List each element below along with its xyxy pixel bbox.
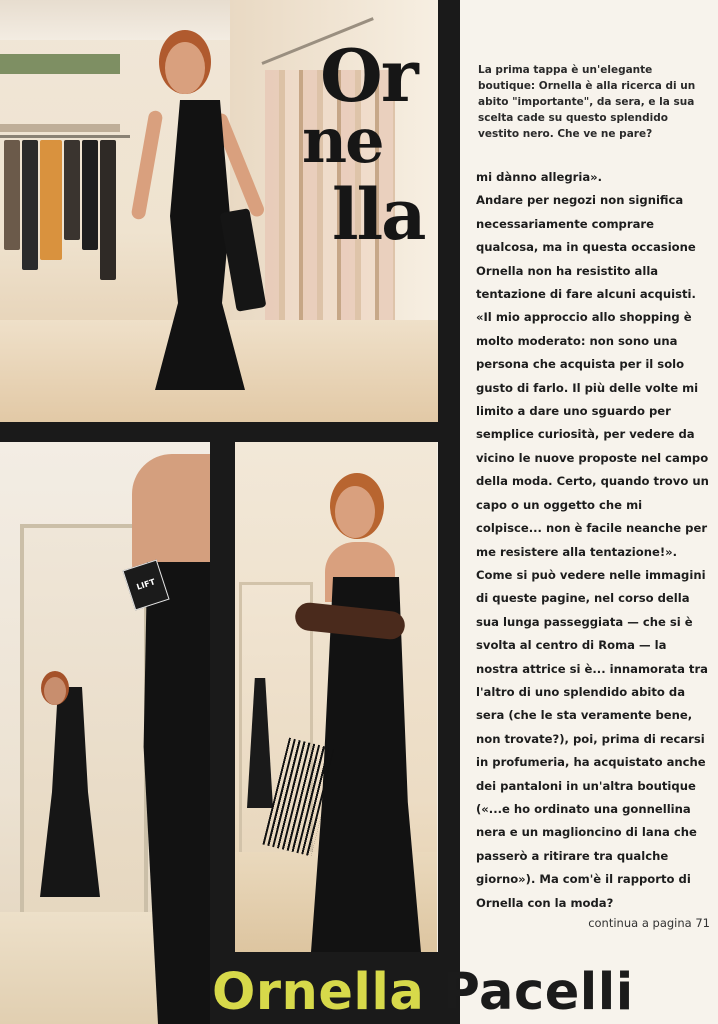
price-tag: LIFT (122, 559, 169, 610)
stole-photo (235, 442, 437, 952)
photo-caption: La prima tappa è un'elegante boutique: Ornella è alla ricerca di un abito "importante", da sera, e la sua scelta cade su questo splendido vestito nero. Che ve ne pare? (478, 64, 696, 140)
woman-figure (165, 42, 205, 94)
body-paragraph: mi dànno allegria». (476, 170, 603, 184)
headline-last-name: Pacelli (442, 963, 634, 1022)
body-paragraph: «Il mio approccio allo shopping è molto moderato: non sono una persona che acquista per il solo gusto di farlo. Il più delle volte mi limito a dare uno sguardo per semplice curiosità, per vedere da vicino le nuove proposte nel campo della moda. Certo, quando trovo un capo o un oggetto che mi colpisce... non è facile neanche per me resistere alla tentazione!». (476, 310, 709, 559)
article-body (476, 166, 710, 915)
overlay-name-line3: lla (332, 173, 425, 256)
body-paragraph: Come si può vedere nelle immagini di queste pagine, nel corso della sua lunga passeggiata — che si è svolta al centro di Roma — la nostra attrice si è... innamorata tra l'altro di uno splendido abito da sera (che le sta veramente bene, non trovate?), poi, prima di recarsi in profumeria, ha acquistato anche dei pantaloni in un'altra boutique («...e ho ordinato una gonnellina nera e un maglioncino di lana che passerò a ritirare tra qualche giorno»). Ma com'è il rapporto di Ornella con la moda? (476, 567, 709, 910)
body-paragraph: Andare per negozi non significa necessariamente comprare qualcosa, ma in questa occasione Ornella non ha resistito alla tentazione di fare alcuni acquisti. (476, 193, 696, 302)
overlay-name-line1: Or (320, 33, 417, 118)
photo-frame-horizontal (0, 422, 460, 442)
headline (212, 962, 634, 1024)
overlay-name-line2: ne (302, 104, 383, 177)
mirror-photo (0, 442, 210, 1024)
photo-frame-vertical (438, 0, 460, 1024)
headline-first-name: Ornella (212, 963, 425, 1022)
continued-on-page-link[interactable]: continua a pagina 71 (588, 916, 710, 930)
woman-portrait (335, 486, 375, 538)
photo-frame-middle (210, 442, 235, 1024)
